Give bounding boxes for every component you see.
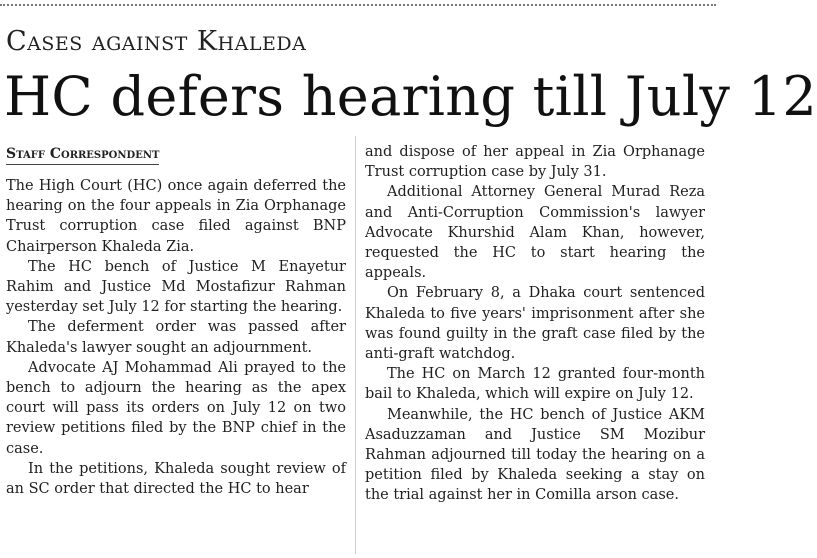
paragraph: Meanwhile, the HC bench of Justice AKM Asaduzzaman and Justice SM Mozibur Rahman adjourned till today the hearing on a petition filed by Khaleda seeking a stay on the trial against her in Comilla arson case. [365,406,705,504]
article-headline: HC defers hearing till July 12 [4,65,817,128]
paragraph: The deferment order was passed after Khaleda's lawyer sought an adjournment. [6,319,346,356]
top-dotted-rule [0,4,716,6]
paragraph: The HC on March 12 granted four-month bail to Khaleda, which will expire on July 12. [365,366,705,403]
paragraph: The HC bench of Justice M Enayetur Rahim and Justice Md Mostafizur Rahman yesterday set July 12 for starting the hearing. [6,258,346,316]
paragraph: On February 8, a Dhaka court sentenced Khaleda to five years' imprisonment after she was found guilty in the graft case filed by the anti-graft watchdog. [365,285,705,363]
article-column-right [365,142,705,506]
article-kicker: Cases against Khaleda [6,26,307,57]
article-byline: Staff Correspondent [6,146,159,165]
paragraph: Additional Attorney General Murad Reza and Anti-Corruption Commission's lawyer Advocate Khurshid Alam Khan, however, requested the HC to start hearing the appeals. [365,184,705,282]
paragraph: In the petitions, Khaleda sought review of an SC order that directed the HC to hear [6,460,346,498]
paragraph: The High Court (HC) once again deferred the hearing on the four appeals in Zia Orphanage Trust corruption case filed against BNP Chairperson Khaleda Zia. [6,178,346,255]
paragraph-continued: and dispose of her appeal in Zia Orphanage Trust corruption case by July 31. [365,144,705,181]
column-divider [355,136,356,554]
paragraph: Advocate AJ Mohammad Ali prayed to the bench to adjourn the hearing as the apex court will pass its orders on July 12 on two review petitions filed by the BNP chief in the case. [6,359,346,457]
article-column-left [6,176,346,499]
